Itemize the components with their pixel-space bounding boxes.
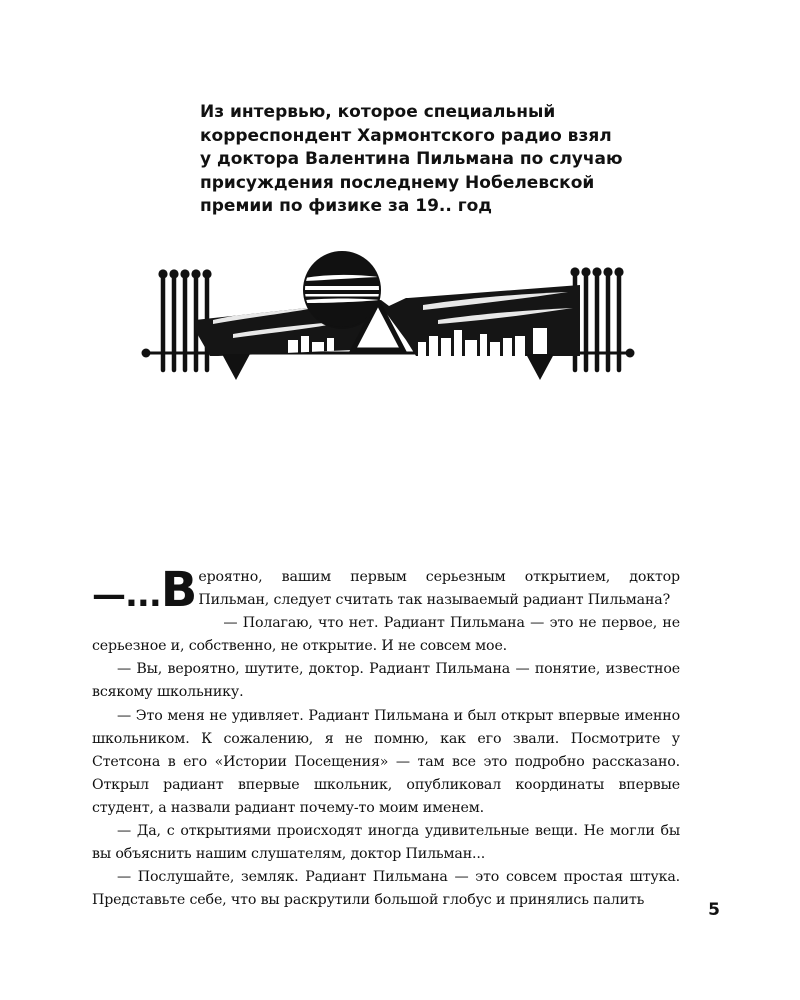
heading-line: у доктора Валентина Пильмана по случаю (200, 149, 623, 169)
paragraph (92, 562, 680, 618)
heading-line: присуждения последнему Нобелевской (200, 172, 595, 193)
chapter-illustration (138, 250, 638, 386)
drop-cap (92, 562, 197, 618)
paragraph: — Послушайте, земляк. Радиант Пильмана — это совсем простая штука. Представьте себе, что вы раскрутили большой глобус и принялись палить (92, 869, 680, 909)
page-number: 5 (708, 900, 720, 920)
paragraph: — Это меня не удивляет. Радиант Пильмана и был открыт впервые именно школьником. К сожалению, я не помню, как его звали. Посмотрите у Стетсона в его «Истории Посещения» — там все это подробно рассказано. Открыл радиант впервые школьник, опубликовал координаты впервые студент, а назвали радиант почему-то моим именем. (92, 707, 680, 816)
heading-line: Из интервью, которое специальный (200, 102, 556, 122)
heading-line: премии по физике за 19.. год (200, 196, 493, 216)
paragraph-text: ероятно, вашим первым серьезным открытием, доктор Пильман, следует считать так называемый радиант Пильмана? (198, 569, 680, 609)
paragraph: — Да, с открытиями происходят иногда удивительные вещи. Не могли бы вы объяснить нашим слушателям, доктор Пильман... (92, 823, 680, 863)
interview-text (92, 562, 680, 912)
drop-cap-letter: В (160, 562, 197, 618)
paragraph: — Вы, вероятно, шутите, доктор. Радиант Пильмана — понятие, известное всякому школьнику. (92, 661, 680, 701)
moon (302, 252, 382, 328)
interview-heading (200, 101, 630, 219)
drop-cap-dash: —... (92, 575, 161, 615)
paragraph: — Полагаю, что нет. Радиант Пильмана — это не первое, не серьезное и, собственно, не открытие. И не совсем мое. (92, 615, 680, 655)
heading-line: корреспондент Хармонтского радио взял (200, 125, 612, 146)
